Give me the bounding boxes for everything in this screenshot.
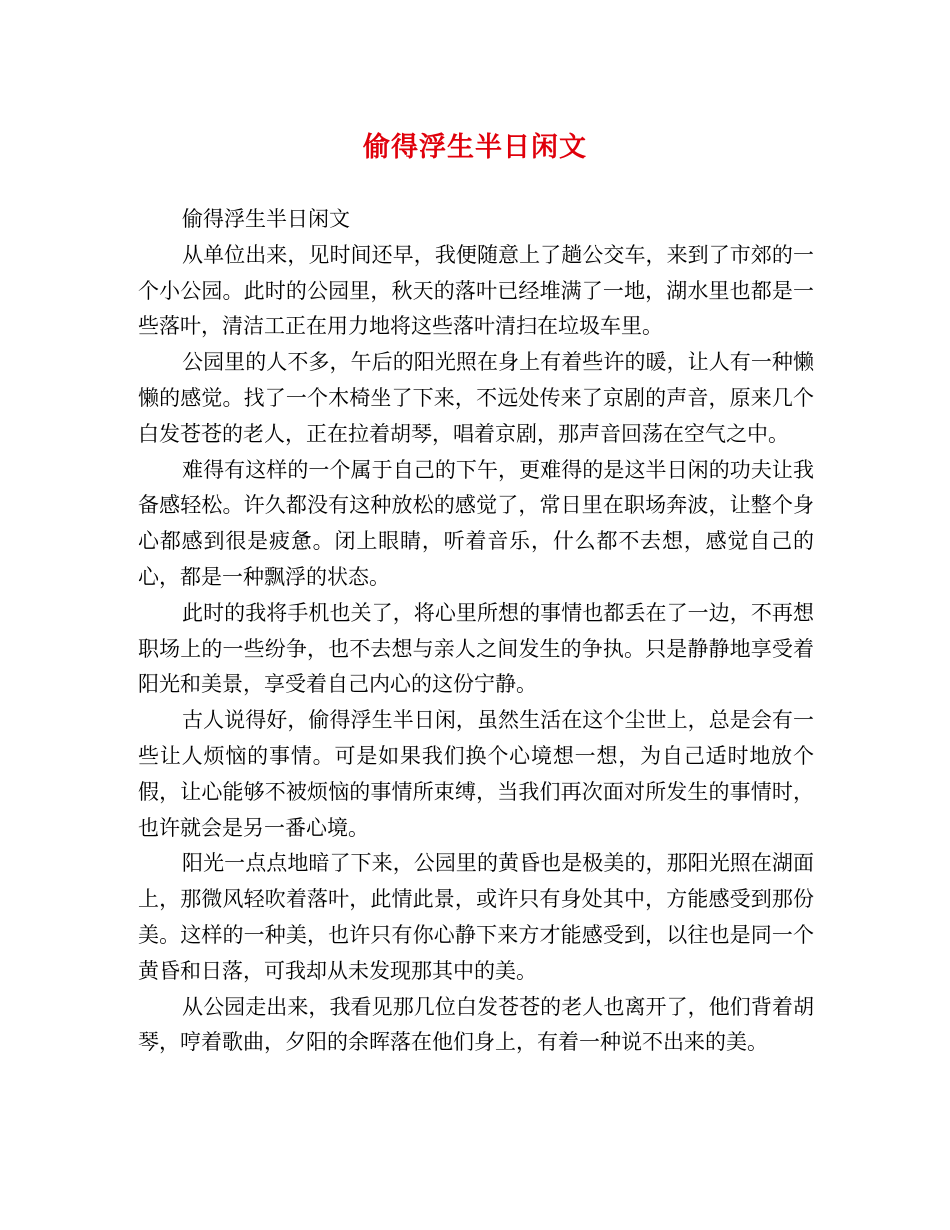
document-title: 偷得浮生半日闲文 [363, 132, 587, 163]
paragraph: 从单位出来，见时间还早，我便随意上了趟公交车，来到了市郊的一个小公园。此时的公园里，秋天的落叶已经堆满了一地，湖水里也都是一些落叶，清洁工正在用力地将这些落叶清扫在垃圾车里。 [138, 242, 814, 339]
paragraph: 阳光一点点地暗了下来，公园里的黄昏也是极美的，那阳光照在湖面上，那微风轻吹着落叶，此情此景，或许只有身处其中，方能感受到那份美。这样的一种美，也许只有你心静下来方才能感受到，以往也是同一个黄昏和日落，可我却从未发现那其中的美。 [138, 851, 814, 983]
paragraph: 从公园走出来，我看见那几位白发苍苍的老人也离开了，他们背着胡琴，哼着歌曲，夕阳的余晖落在他们身上，有着一种说不出来的美。 [138, 994, 814, 1055]
paragraph: 此时的我将手机也关了，将心里所想的事情也都丢在了一边，不再想职场上的一些纷争，也不去想与亲人之间发生的争执。只是静静地享受着阳光和美景，享受着自己内心的这份宁静。 [138, 600, 814, 697]
document-body [138, 202, 814, 1061]
paragraph: 难得有这样的一个属于自己的下午，更难得的是这半日闲的功夫让我备感轻松。许久都没有这种放松的感觉了，常日里在职场奔波，让整个身心都感到很是疲惫。闭上眼睛，听着音乐，什么都不去想，感觉自己的心，都是一种飘浮的状态。 [138, 457, 814, 589]
paragraph: 偷得浮生半日闲文 [182, 207, 350, 231]
paragraph: 公园里的人不多，午后的阳光照在身上有着些许的暖，让人有一种懒懒的感觉。找了一个木椅坐了下来，不远处传来了京剧的声音，原来几个白发苍苍的老人，正在拉着胡琴，唱着京剧，那声音回荡在空气之中。 [138, 350, 814, 446]
paragraph: 古人说得好，偷得浮生半日闲，虽然生活在这个尘世上，总是会有一些让人烦恼的事情。可是如果我们换个心境想一想，为自己适时地放个假，让心能够不被烦恼的事情所束缚，当我们再次面对所发生的事情时，也许就会是另一番心境。 [138, 708, 814, 840]
